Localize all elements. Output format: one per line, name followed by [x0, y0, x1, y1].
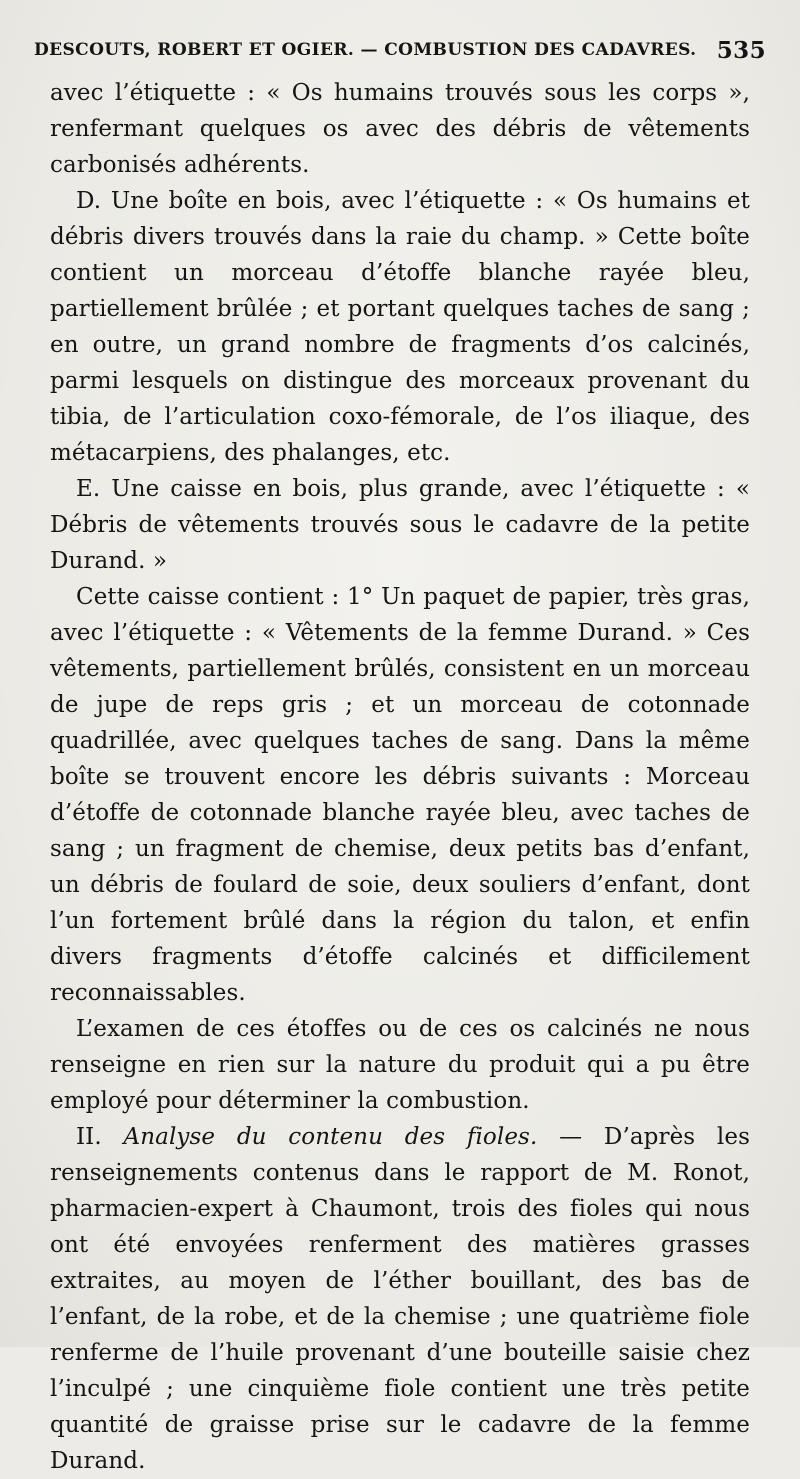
section-two-paragraph: [50, 1119, 750, 1479]
paragraph-item-e: E. Une caisse en bois, plus grande, avec l’étiquette : « Débris de vêtements trouvés sous le cadavre de la petite Durand. »: [50, 476, 750, 574]
paragraph-item-d: D. Une boîte en bois, avec l’étiquette : « Os humains et débris divers trouvés dans la raie du champ. » Cette boîte contient un morceau d’étoffe blanche rayée bleu, partiellement brûlée ; et portant quelques taches de sang ; en outre, un grand nombre de fragments d’os calcinés, parmi lesquels on distingue des morceaux provenant du tibia, de l’articulation coxo-fémorale, de l’os iliaque, des métacarpiens, des phalanges, etc.: [50, 188, 750, 466]
page-body: [50, 75, 750, 1479]
paragraph-caisse-contents: Cette caisse contient : 1° Un paquet de papier, très gras, avec l’étiquette : « Vêtements de la femme Durand. » Ces vêtements, partiellement brûlés, consistent en un morceau de jupe de reps gris ; et un morceau de cotonnade quadrillée, avec quelques taches de sang. Dans la même boîte se trouvent encore les débris suivants : Morceau d’étoffe de cotonnade blanche rayée bleu, avec taches de sang ; un fragment de chemise, deux petits bas d’enfant, un débris de foulard de soie, deux souliers d’enfant, dont l’un fortement brûlé dans la région du talon, et enfin divers fragments d’étoffe calcinés et difficilement reconnaissables.: [50, 584, 750, 1006]
section-two-title: Analyse du contenu des fioles.: [123, 1124, 538, 1150]
page-number: 535: [716, 37, 766, 64]
running-header: [34, 37, 766, 70]
paragraph-continuation: avec l’étiquette : « Os humains trouvés sous les corps », renfermant quelques os avec des débris de vêtements carbonisés adhérents.: [50, 80, 750, 178]
section-two-number: II.: [76, 1124, 102, 1150]
section-two-text: — D’après les renseignements contenus dans le rapport de M. Ronot, pharmacien-expert à Chaumont, trois des fioles qui nous ont été envoyées renferment des matières grasses extraites, au moyen de l’éther bouillant, des bas de l’enfant, de la robe, et de la chemise ; une quatrième fiole renferme de l’huile provenant d’une bouteille saisie chez l’inculpé ; une cinquième fiole contient une très petite quantité de graisse prise sur le cadavre de la femme Durand.: [50, 1124, 750, 1474]
paragraph-examen: L’examen de ces étoffes ou de ces os calcinés ne nous renseigne en rien sur la nature du produit qui a pu être employé pour déterminer la combustion.: [50, 1016, 750, 1114]
running-title: DESCOUTS, ROBERT ET OGIER. — COMBUSTION DES CADAVRES.: [34, 40, 697, 60]
